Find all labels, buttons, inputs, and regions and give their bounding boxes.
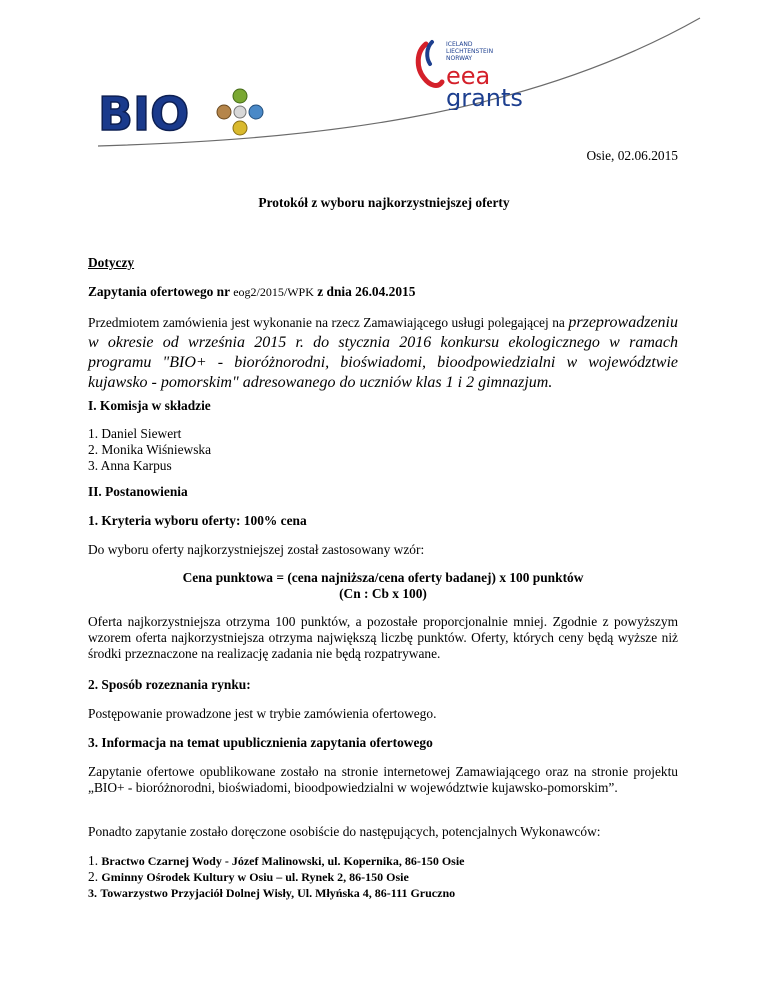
contractor-item — [88, 853, 678, 869]
contractor-name: Towarzystwo Przyjaciół Dolnej Wisły, Ul. Młyńska 4, 86-111 Gruczno — [100, 886, 456, 900]
bio-logo — [96, 86, 272, 138]
formula-line-2: (Cn : Cb x 100) — [339, 586, 427, 601]
eea-word: eea — [446, 62, 491, 90]
intro-paragraph — [88, 313, 678, 393]
commission-members — [88, 426, 678, 474]
contractors-list — [88, 853, 678, 901]
criteria-description: Oferta najkorzystniejsza otrzyma 100 punktów, a pozostałe proporcjonalnie mniej. Zgodnie z powyższym wzorem oferta najkorzystniejsza otrzyma największą liczbę punktów. Oferty, których ceny będą wyższe niż środki przeznaczone na realizację zadania nie będą rozpatrywane. — [88, 614, 678, 661]
contractor-number: 1. — [88, 853, 99, 868]
document-date: Osie, 02.06.2015 — [586, 148, 678, 163]
contractor-number: 3. — [88, 886, 97, 900]
formula-line-1: Cena punktowa = (cena najniższa/cena oferty badanej) x 100 punktów — [182, 570, 584, 585]
contractor-item — [88, 885, 678, 901]
market-text: Postępowanie prowadzone jest w trybie zamówienia ofertowego. — [88, 706, 437, 721]
market-heading: 2. Sposób rozeznania rynku: — [88, 677, 251, 692]
criteria-heading: 1. Kryteria wyboru oferty: 100% cena — [88, 513, 307, 528]
inquiry-number: eog2/2015/WPK — [233, 285, 314, 299]
contractor-item — [88, 869, 678, 885]
contractor-name: Gminny Ośrodek Kultury w Osiu – ul. Rynek 2, 86-150 Osie — [101, 870, 409, 884]
eea-country-1: ICELAND — [446, 41, 473, 48]
contractor-number: 2. — [88, 869, 99, 884]
eea-country-2: LIECHTENSTEIN — [446, 48, 494, 55]
delivered-text: Ponadto zapytanie zostało doręczone osobiście do następujących, potencjalnych Wykonawców: — [88, 824, 601, 839]
criteria-text: Do wyboru oferty najkorzystniejszej został zastosowany wzór: — [88, 542, 425, 557]
inquiry-prefix: Zapytania ofertowego nr — [88, 284, 230, 299]
member-item: 2. Monika Wiśniewska — [88, 442, 212, 457]
inquiry-date: z dnia 26.04.2015 — [317, 284, 416, 299]
bio-plus-icon — [217, 89, 263, 135]
inquiry-reference — [88, 284, 678, 300]
dotyczy-heading: Dotyczy — [88, 255, 135, 270]
publication-heading: 3. Informacja na temat upublicznienia zapytania ofertowego — [88, 735, 433, 750]
contractor-name: Bractwo Czarnej Wody - Józef Malinowski, ul. Kopernika, 86-150 Osie — [101, 854, 465, 868]
member-item: 1. Daniel Siewert — [88, 426, 182, 441]
grants-word: grants — [446, 84, 523, 110]
bio-logo-text: BIO — [98, 87, 190, 138]
section-decisions-heading: II. Postanowienia — [88, 484, 188, 499]
member-item: 3. Anna Karpus — [88, 458, 172, 473]
intro-italic: przeprowadzeniu w okresie od września 2015 r. do stycznia 2016 konkursu ekologicznego w ramach programu "BIO+ - bioróżnorodni, bioświadomi, bioodpowiedzialni w województwie kujawsko - pomorskim" adresowanego do uczniów klas 1 i 2 gimnazjum. — [88, 314, 678, 391]
intro-plain: Przedmiotem zamówienia jest wykonanie na rzecz Zamawiającego usługi polegającej na — [88, 315, 565, 330]
publication-text: Zapytanie ofertowe opublikowane zostało na stronie internetowej Zamawiającego oraz na stronie projektu „BIO+ - bioróżnorodni, bioświadomi, bioodpowiedzialni w województwie kujawsko-pomorskim”. — [88, 764, 678, 795]
eea-country-3: NORWAY — [446, 55, 473, 62]
eea-grants-logo — [412, 38, 542, 110]
document-title: Protokół z wyboru najkorzystniejszej oferty — [258, 195, 510, 210]
section-commission-heading: I. Komisja w składzie — [88, 398, 211, 413]
